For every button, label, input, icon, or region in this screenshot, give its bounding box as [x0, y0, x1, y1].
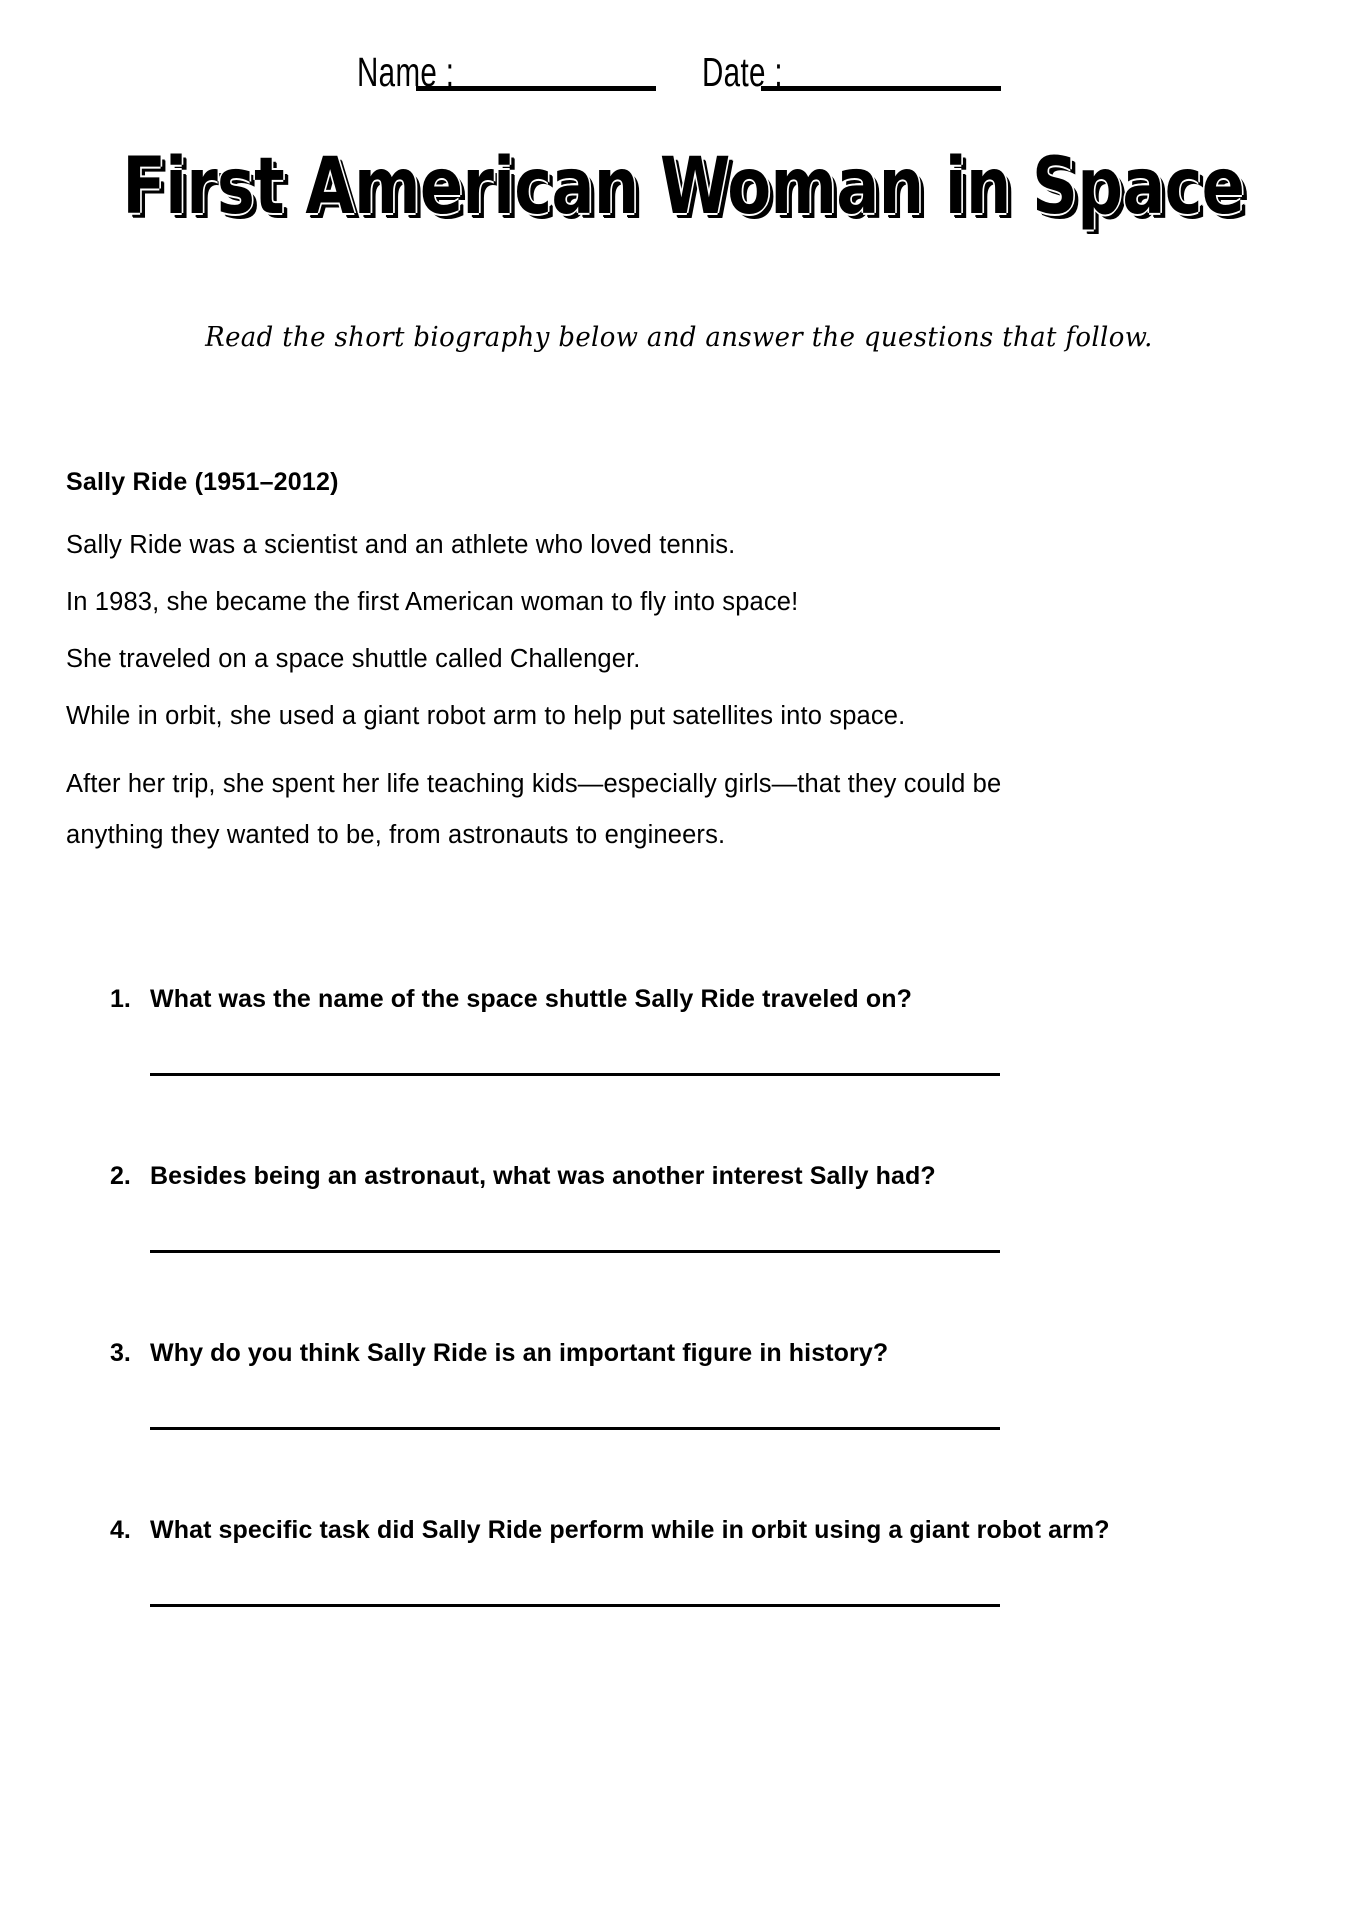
passage-line: In 1983, she became the first American woman to fly into space! [66, 588, 799, 616]
name-label: Name : [357, 49, 455, 95]
question-row [110, 1162, 1120, 1191]
biography-passage [66, 468, 1066, 861]
student-info-header [0, 49, 1358, 95]
question-text: Why do you think Sally Ride is an important figure in history? [150, 1339, 889, 1367]
question-number: 4. [110, 1516, 131, 1544]
question-item [110, 1339, 1120, 1430]
date-label: Date : [702, 49, 784, 95]
passage-line: While in orbit, she used a giant robot arm to help put satellites into space. [66, 702, 906, 730]
question-item [110, 985, 1120, 1076]
question-text: What was the name of the space shuttle Sally Ride traveled on? [150, 985, 912, 1013]
question-row [110, 1516, 1120, 1545]
date-field-group [702, 49, 1000, 95]
answer-line[interactable] [150, 1604, 1000, 1607]
worksheet-title: First American Woman in Space [122, 142, 1245, 232]
questions-list [110, 985, 1120, 1607]
question-item [110, 1516, 1120, 1607]
passage-line: She traveled on a space shuttle called Challenger. [66, 645, 641, 673]
answer-line[interactable] [150, 1427, 1000, 1430]
question-number: 2. [110, 1162, 131, 1190]
passage-heading: Sally Ride (1951–2012) [66, 468, 339, 496]
question-text: Besides being an astronaut, what was another interest Sally had? [150, 1162, 936, 1190]
answer-line[interactable] [150, 1073, 1000, 1076]
question-number: 1. [110, 985, 131, 1013]
passage-line: After her trip, she spent her life teaching kids—especially girls—that they could be anything they wanted to be, from astronauts to engineers. [66, 770, 1002, 849]
question-text: What specific task did Sally Ride perform while in orbit using a giant robot arm? [150, 1516, 1110, 1544]
name-field-group [357, 49, 656, 95]
question-number: 3. [110, 1339, 131, 1367]
passage-line: Sally Ride was a scientist and an athlete who loved tennis. [66, 531, 736, 559]
question-row [110, 985, 1120, 1014]
question-item [110, 1162, 1120, 1253]
worksheet-instructions: Read the short biography below and answer the questions that follow. [205, 322, 1153, 353]
date-input-blank[interactable] [761, 56, 1001, 91]
answer-line[interactable] [150, 1250, 1000, 1253]
question-row [110, 1339, 1120, 1368]
